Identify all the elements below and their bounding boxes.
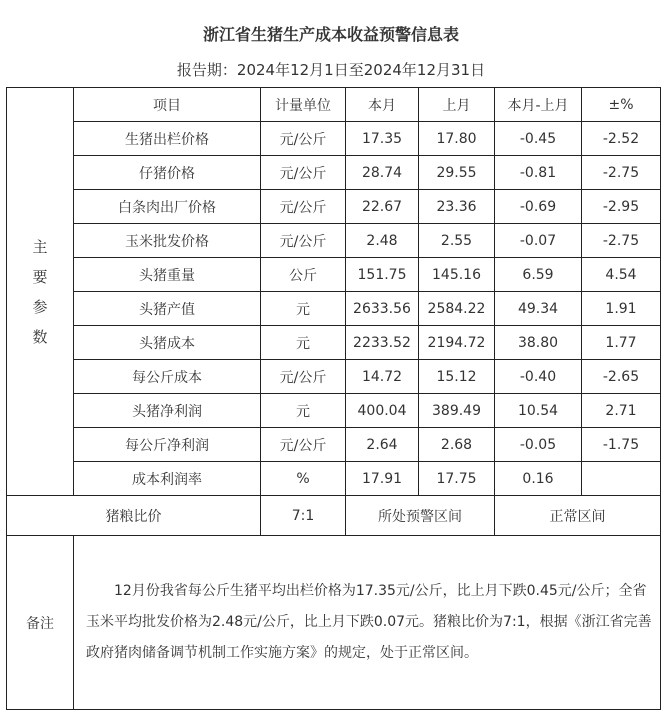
diff-cell: 38.80 (495, 326, 582, 360)
table-row (7, 122, 661, 156)
warning-info-table (6, 87, 661, 710)
pct-cell (582, 462, 661, 496)
header-row (7, 88, 661, 122)
this-month-cell: 2233.52 (346, 326, 419, 360)
last-month-cell: 17.75 (419, 462, 495, 496)
unit-cell: 元/公斤 (261, 190, 346, 224)
header-diff: 本月-上月 (495, 88, 582, 122)
pct-cell: -1.75 (582, 428, 661, 462)
this-month-cell: 17.35 (346, 122, 419, 156)
item-name-cell: 玉米批发价格 (74, 224, 261, 258)
unit-cell: 元 (261, 394, 346, 428)
unit-cell: % (261, 462, 346, 496)
ratio-value: 7:1 (261, 496, 346, 536)
this-month-cell: 28.74 (346, 156, 419, 190)
diff-cell: 0.16 (495, 462, 582, 496)
pct-cell: 2.71 (582, 394, 661, 428)
this-month-cell: 2.64 (346, 428, 419, 462)
item-name-cell: 每公斤净利润 (74, 428, 261, 462)
page-title: 浙江省生猪生产成本收益预警信息表 (202, 25, 459, 44)
remark-text: 12月份我省每公斤生猪平均出栏价格为17.35元/公斤，比上月下跌0.45元/公斤；全省玉米平均批发价格为2.48元/公斤，比上月下跌0.07元。猪粮比价为7:1，根据《浙江省完善政府猪肉储备调节机制工作实施方案》的规定，处于正常区间。 (86, 583, 652, 661)
side-label-char: 要 (32, 267, 48, 286)
pct-cell: 4.54 (582, 258, 661, 292)
table-row (7, 360, 661, 394)
last-month-cell: 145.16 (419, 258, 495, 292)
table-row (7, 394, 661, 428)
item-name-cell: 头猪成本 (74, 326, 261, 360)
table-row (7, 156, 661, 190)
last-month-cell: 2.55 (419, 224, 495, 258)
item-name-cell: 生猪出栏价格 (74, 122, 261, 156)
table-row (7, 292, 661, 326)
item-name-cell: 头猪净利润 (74, 394, 261, 428)
diff-cell: -0.69 (495, 190, 582, 224)
last-month-cell: 15.12 (419, 360, 495, 394)
unit-cell: 元/公斤 (261, 156, 346, 190)
last-month-cell: 2584.22 (419, 292, 495, 326)
last-month-cell: 2194.72 (419, 326, 495, 360)
unit-cell: 元/公斤 (261, 428, 346, 462)
this-month-cell: 14.72 (346, 360, 419, 394)
last-month-cell: 29.55 (419, 156, 495, 190)
header-pct: ±% (582, 88, 661, 122)
table-row (7, 326, 661, 360)
ratio-row (7, 496, 661, 536)
pct-cell: -2.75 (582, 156, 661, 190)
diff-cell: -0.81 (495, 156, 582, 190)
pct-cell: -2.65 (582, 360, 661, 394)
pct-cell: 1.77 (582, 326, 661, 360)
zone-value: 正常区间 (495, 496, 661, 536)
side-label-char: 数 (32, 327, 48, 346)
item-name-cell: 头猪产值 (74, 292, 261, 326)
unit-cell: 公斤 (261, 258, 346, 292)
zone-label: 所处预警区间 (346, 496, 495, 536)
diff-cell: -0.05 (495, 428, 582, 462)
table-row (7, 258, 661, 292)
report-period: 报告期：2024年12月1日至2024年12月31日 (176, 61, 486, 79)
ratio-label: 猪粮比价 (7, 496, 261, 536)
item-name-cell: 白条肉出厂价格 (74, 190, 261, 224)
last-month-cell: 17.80 (419, 122, 495, 156)
remark-label: 备注 (7, 536, 74, 710)
item-name-cell: 每公斤成本 (74, 360, 261, 394)
item-name-cell: 成本利润率 (74, 462, 261, 496)
header-this-month: 本月 (346, 88, 419, 122)
remark-row (7, 536, 661, 710)
side-label-char: 参 (32, 297, 48, 316)
this-month-cell: 2.48 (346, 224, 419, 258)
table-row (7, 190, 661, 224)
pct-cell: 1.91 (582, 292, 661, 326)
unit-cell: 元/公斤 (261, 360, 346, 394)
pct-cell: -2.75 (582, 224, 661, 258)
side-label-char: 主 (32, 237, 48, 256)
diff-cell: 10.54 (495, 394, 582, 428)
pct-cell: -2.52 (582, 122, 661, 156)
diff-cell: 49.34 (495, 292, 582, 326)
header-item: 项目 (74, 88, 261, 122)
last-month-cell: 2.68 (419, 428, 495, 462)
unit-cell: 元 (261, 292, 346, 326)
last-month-cell: 389.49 (419, 394, 495, 428)
this-month-cell: 17.91 (346, 462, 419, 496)
table-row (7, 224, 661, 258)
this-month-cell: 2633.56 (346, 292, 419, 326)
table-row (7, 428, 661, 462)
remark-cell (74, 536, 661, 710)
diff-cell: -0.07 (495, 224, 582, 258)
last-month-cell: 23.36 (419, 190, 495, 224)
diff-cell: 6.59 (495, 258, 582, 292)
diff-cell: -0.45 (495, 122, 582, 156)
unit-cell: 元/公斤 (261, 122, 346, 156)
this-month-cell: 400.04 (346, 394, 419, 428)
header-unit: 计量单位 (261, 88, 346, 122)
table-row (7, 462, 661, 496)
main-params-label (7, 88, 74, 496)
pct-cell: -2.95 (582, 190, 661, 224)
diff-cell: -0.40 (495, 360, 582, 394)
unit-cell: 元/公斤 (261, 224, 346, 258)
header-last-month: 上月 (419, 88, 495, 122)
item-name-cell: 仔猪价格 (74, 156, 261, 190)
this-month-cell: 151.75 (346, 258, 419, 292)
item-name-cell: 头猪重量 (74, 258, 261, 292)
this-month-cell: 22.67 (346, 190, 419, 224)
unit-cell: 元 (261, 326, 346, 360)
